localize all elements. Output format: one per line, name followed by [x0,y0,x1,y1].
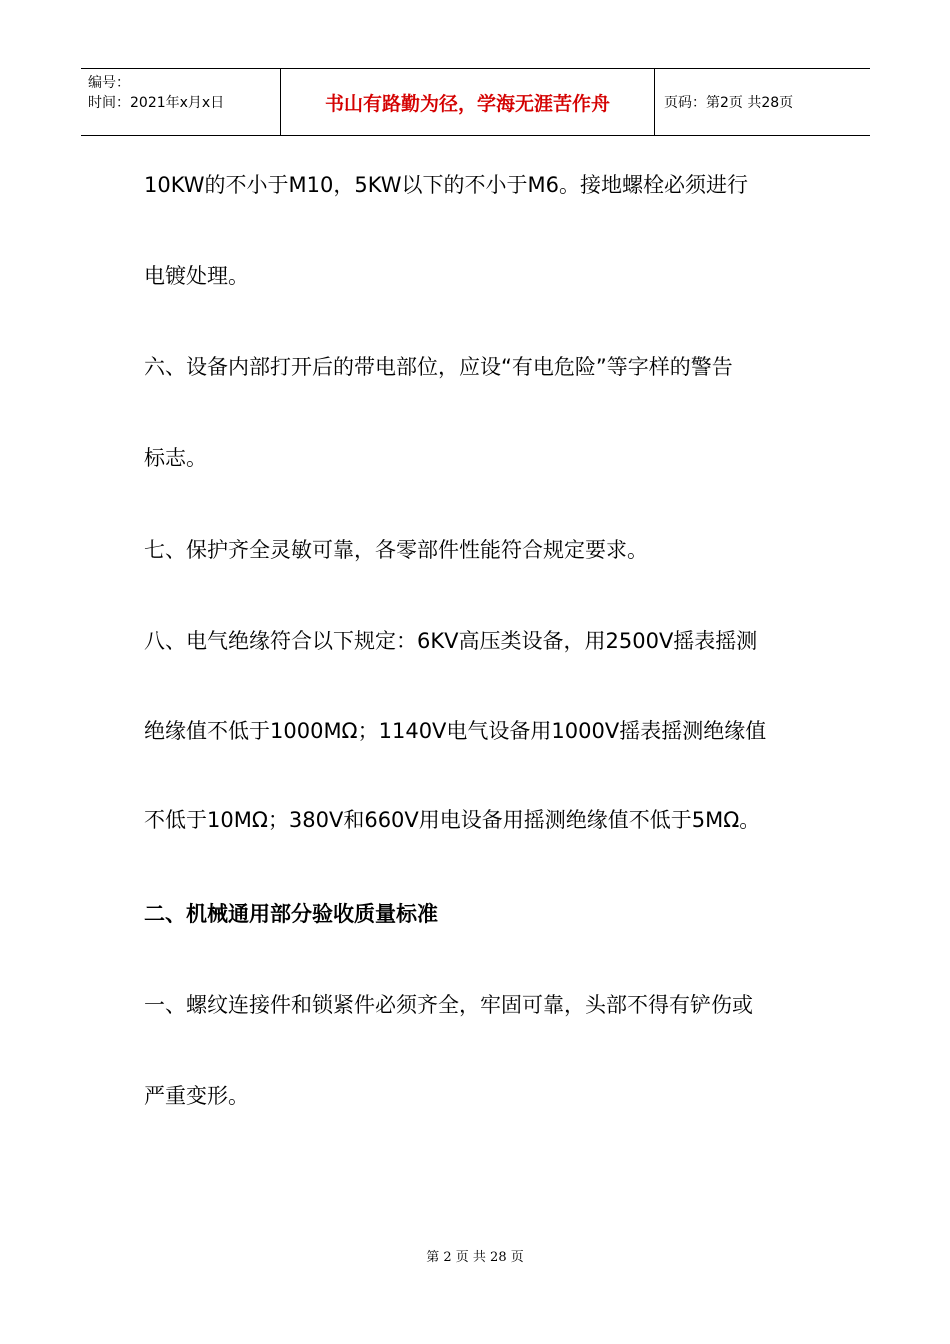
section-heading: 二、机械通用部分验收质量标准 [144,902,438,926]
page-info: 页码：第2页 共28页 [664,95,794,111]
body-line: 绝缘值不低于1000MΩ；1140V电气设备用1000V摇表摇测绝缘值 [144,719,767,743]
body-line: 八、电气绝缘符合以下规定：6KV高压类设备，用2500V摇表摇测 [144,629,758,653]
date-label: 时间：2021年x月x日 [88,95,225,111]
motto-text: 书山有路勤为径，学海无涯苦作舟 [324,92,610,115]
page-footer: 第 2 页 共 28 页 [426,1250,524,1265]
document-header [81,68,870,136]
header-page-cell [655,69,870,135]
body-line: 七、保护齐全灵敏可靠，各零部件性能符合规定要求。 [144,538,648,562]
body-line: 标志。 [144,446,207,470]
body-line: 一、螺纹连接件和锁紧件必须齐全，牢固可靠，头部不得有铲伤或 [144,993,753,1017]
body-line: 电镀处理。 [144,264,249,288]
header-motto-cell [281,69,655,135]
body-line: 六、设备内部打开后的带电部位，应设“有电危险”等字样的警告 [144,355,733,379]
header-meta-cell [81,69,281,135]
body-line: 严重变形。 [144,1084,249,1108]
number-label: 编号： [88,75,130,91]
body-line: 10KW的不小于M10，5KW以下的不小于M6。接地螺栓必须进行 [144,173,748,197]
body-line: 不低于10MΩ；380V和660V用电设备用摇测绝缘值不低于5MΩ。 [144,808,761,832]
